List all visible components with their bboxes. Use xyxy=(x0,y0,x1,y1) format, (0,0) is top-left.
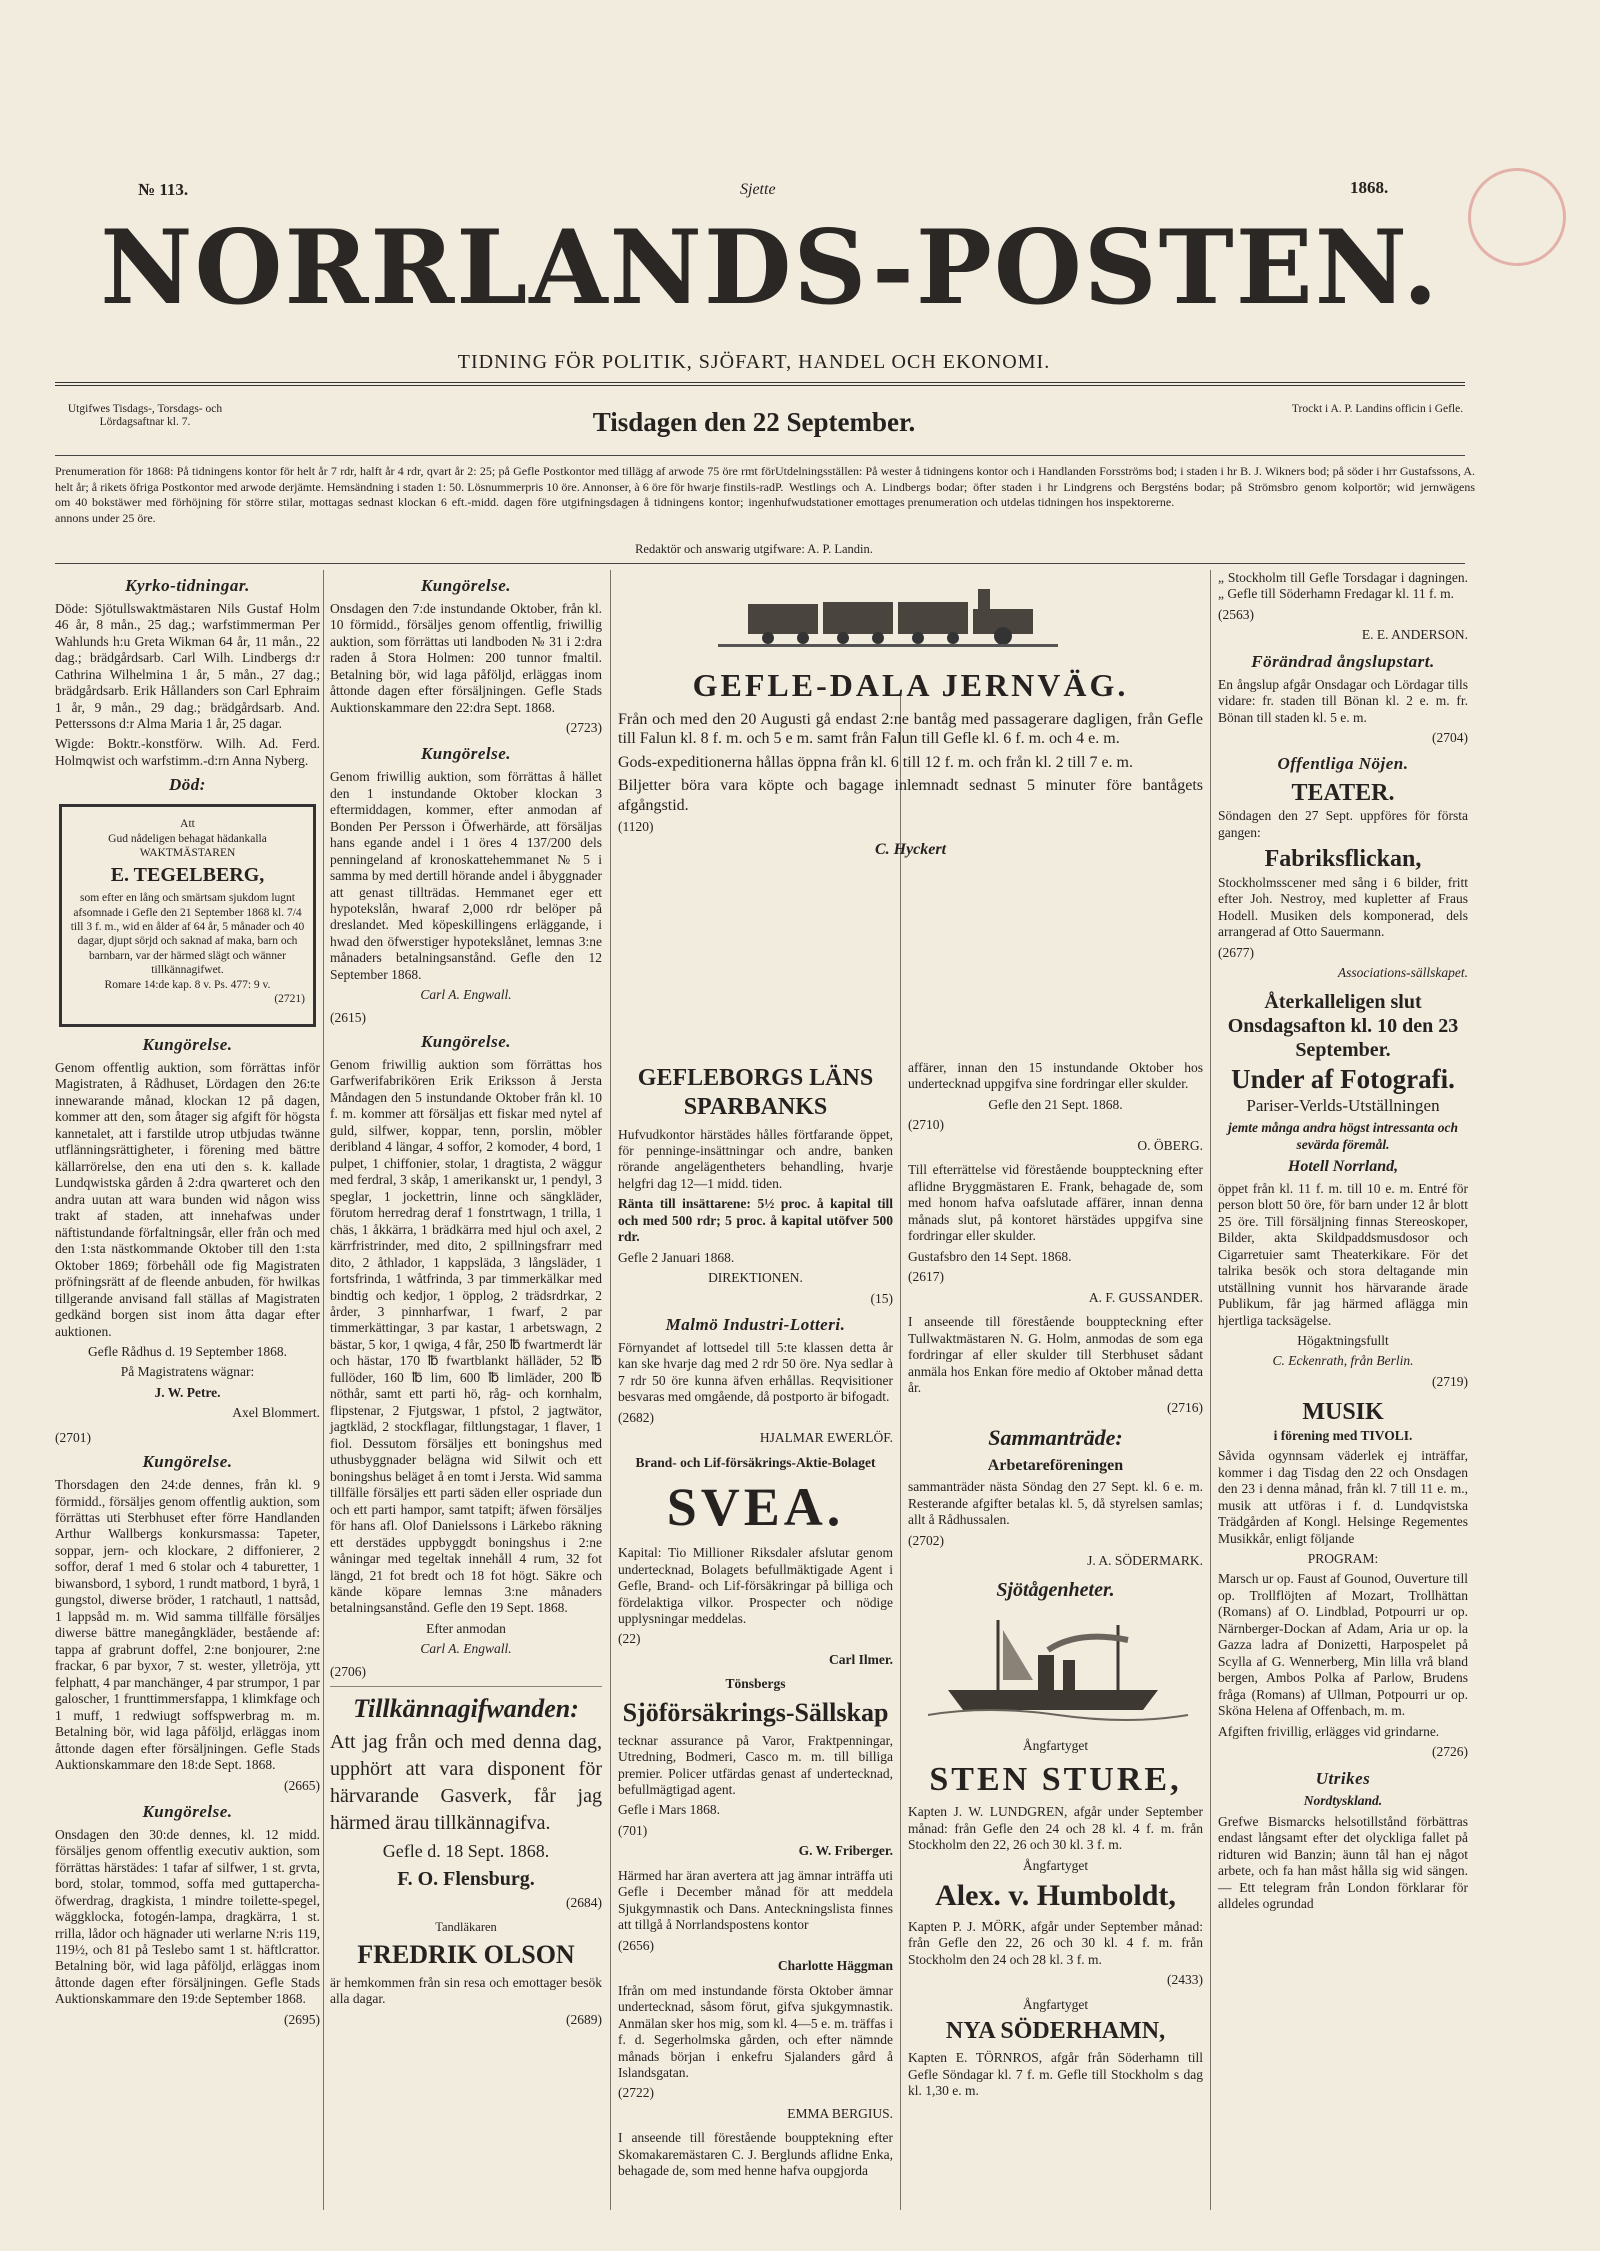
program-heading: PROGRAM: xyxy=(1307,1550,1379,1566)
ship-label: Ångfartyget xyxy=(1022,1996,1089,2012)
newspaper-title: NORRLANDS-POSTEN. xyxy=(100,208,1440,328)
gussander-text: Till efterrättelse vid förestående bouppteckning efter aflidne Bryggmästaren E. Frank, behagade de, som med honom hafva oafslutade affärer, innan denna månads slut, på kontoret härstädes uppgifva sine fordringar eller skulder. xyxy=(908,1162,1203,1244)
exhibit-title: Under af Fotografi. xyxy=(1231,1063,1455,1094)
anderson-text: „ Stockholm till Gefle Torsdagar i dagningen. „ Gefle till Söderhamn Fredagar kl. 11 f. m. xyxy=(1218,570,1468,602)
kungorelse-heading: Kungörelse. xyxy=(420,576,512,595)
ferry-text: En ångslup afgår Onsdagar och Lördagar tills vidare: fr. staden till Bönan kl. 2 e. m. fr. Bönan till staden kl. 5 e. m. xyxy=(1218,676,1468,725)
dateline: Tisdagen den 22 September. xyxy=(592,407,916,437)
dentist-name: FREDRIK OLSON xyxy=(357,1940,575,1970)
bergius-signature: EMMA BERGIUS. xyxy=(787,2105,893,2121)
play-ref: (2677) xyxy=(1218,944,1254,960)
ship-name: NYA SÖDERHAMN, xyxy=(945,2018,1166,2045)
railway-text: Biljetter böra vara köpte och bagage inlemnadt sednast 5 minuter före bantågets afgångstid. xyxy=(618,777,1203,814)
railway-ref: (1120) xyxy=(618,819,654,835)
column-divider xyxy=(323,570,324,2210)
death-att: Att xyxy=(180,818,195,831)
kungorelse-date: Gefle Rådhus d. 19 September 1868. xyxy=(87,1343,288,1359)
distribution-info: Utdelningsställen: På wester å tidningens kontor och i Handlanden Forsströms bod; i staden i hr B. J. Wikners bod; på söder i hrr Gustafssons, A. P. Westlings och A. Lindbergs bodar; öfter staden i hr Lindgrens och Bergsténs bodar; på Strömsbro genom kolportör; wid jernwägens hufwudstationer emottages prenumeration och utdelas tidningen hos inspektorerne. xyxy=(775,464,1475,510)
oberg-text: affärer, innan den 15 instundande Oktober hos undertecknad uppgifva sine fordringar eller skulder. xyxy=(908,1060,1203,1092)
kungorelse-text: Thorsdagen den 24:de dennes, från kl. 9 förmidd., försäljes genom offentlig auktion, som förrättas uti Sterbhuset efter förre Handlanden Arthur Wallbergs konkursmassa: Tapeter, soppar, jern- och klockare, 2 diffonierer, 2 soffor, deraf 1 med 6 stolar och 4 taburetter, 1 biwansbord, 1 sybord, 1 rundt matbord, 1 byrå, 1 gungstol, diwerse bröder, 1 ratchautl, 1 nattsåd, 1 lappsåd m. m. Wid samma tillfälle försäljes diwerse bättre manegångkläder, bestående af: tappa af grabrunt doffel, 2:ne bonjourer, 2:ne frackar, 6 par byxor, 7 st. wester, ylletröja, ytt felphatt, 4 par manchänger, 4 par strumpor, 1 par galoscher, 1 frunttimmersfappa, 1 klimkfage och 1 muff, 1 redwiugt soffspwerbrag m. m. Betalning bör, wid laga påföljd, erläggas inom åttonde dagen efter försäljningen. Gefle Stads Auktionskammare den 18:de Sept. 1868. xyxy=(55,1477,320,1773)
ferry-title: Förändrad ångslupstart. xyxy=(1251,651,1435,671)
death-ref: (2721) xyxy=(274,992,305,1005)
theater-title: TEATER. xyxy=(1291,780,1395,807)
column-divider xyxy=(1210,570,1211,2210)
lottery-ref: (2682) xyxy=(618,1409,654,1425)
masthead-rule xyxy=(55,382,1465,386)
kungorelse-signature: Carl A. Engwall. xyxy=(420,1641,512,1657)
separator xyxy=(330,1686,602,1687)
steamship-illustration xyxy=(908,1610,1203,1730)
ship-name: STEN STURE, xyxy=(929,1760,1182,1798)
marriages-list: Wigde: Boktr.-konstförw. Wilh. Ad. Ferd. Holmqwist och warfstimm.-d:rn Anna Nyberg. xyxy=(55,736,320,768)
gussander-signature: A. F. GUSSANDER. xyxy=(1088,1289,1203,1305)
column-1 xyxy=(55,570,320,2036)
svea-pre: Brand- och Lif-försäkrings-Aktie-Bolaget xyxy=(635,1454,876,1470)
lottery-title: Malmö Industri-Lotteri. xyxy=(665,1315,846,1335)
newspaper-page xyxy=(40,160,1475,2179)
ship-schedule: Kapten J. W. LUNDGREN, afgår under September månad: från Gefle den 24 och 28 kl. 4 f. m. från Stockholm den 22, 26 och 30 kl. 3 f. m. xyxy=(908,1804,1203,1853)
exhibit-extra: jemte många andra högst intressanta och sevärda föremål. xyxy=(1228,1120,1458,1152)
kungorelse-heading: Kungörelse. xyxy=(142,1452,233,1472)
subscription-info: Prenumeration för 1868: På tidningens kontor för helt år 7 rdr, halft år 4 rdr, qvart år 2: 25; på Gefle Postkontor med tillägg af arwode 75 öre rmt för helt år; å rikets öfriga Postkontor med arwode derjämte. Hemsändning i staden 1: 50. Lösnummerpris 10 öre. Annonser, à 6 öre för hwarje finstils-rad om 40 bokstäwer med förhöjning för större stilar, mottagas sednast klockan 6 eft.-midd. dagen före utgifningsdagen å tidningens kontor; ingen annons under 25 öre. xyxy=(55,464,775,525)
death-verse: Romare 14:de kap. 8 v. Ps. 477: 9 v. xyxy=(104,978,271,991)
sparbank-signature: DIREKTIONEN. xyxy=(708,1270,803,1286)
notice-signature: F. O. Flensburg. xyxy=(397,1868,535,1890)
meeting-ref: (2702) xyxy=(908,1532,944,1548)
entertainment-heading: Offentliga Nöjen. xyxy=(1277,754,1409,774)
issue-number: № 113. xyxy=(138,180,189,199)
oberg-date: Gefle den 21 Sept. 1868. xyxy=(988,1096,1123,1112)
sparbank-date: Gefle 2 Januari 1868. xyxy=(618,1249,735,1265)
column-4 xyxy=(618,1060,893,2184)
bergius-ref: (2722) xyxy=(618,2085,654,2101)
ship-label: Ångfartyget xyxy=(1022,1857,1089,1873)
kungorelse-ref: (2665) xyxy=(284,1777,320,1793)
gussander-date: Gustafsbro den 14 Sept. 1868. xyxy=(908,1248,1072,1264)
tonsberg-signature: G. W. Friberger. xyxy=(798,1843,893,1859)
kungorelse-ref: (2695) xyxy=(284,2011,320,2027)
tonsberg-text: tecknar assurance på Varor, Fraktpenningar, Utredning, Bodmeri, Casco m. m. till billiga premier. Policer utfärdas genast af undertecknad, befullmägtigad agent. xyxy=(618,1732,893,1797)
gussander-ref: (2617) xyxy=(908,1269,944,1285)
newspaper-subtitle: TIDNING FÖR POLITIK, SJÖFART, HANDEL OCH EKONOMI. xyxy=(457,351,1051,373)
editor-line: Redaktör och answarig utgifware: A. P. Landin. xyxy=(635,542,873,556)
notice-text: Att jag från och med denna dag, upphört att vara disponent för härvarande Gasverk, får jag härmed ärau tillkännagifva. xyxy=(330,1731,602,1835)
hotel-ref: (2719) xyxy=(1432,1373,1468,1389)
printer-info: Trockt i A. P. Landins officin i Gefle. xyxy=(1291,403,1464,415)
svea-signature: Carl Ilmer. xyxy=(829,1651,893,1667)
tonsberg-date: Gefle i Mars 1868. xyxy=(618,1802,720,1818)
hotel-text: öppet från kl. 11 f. m. till 10 e. m. Entré för person blott 50 öre, för barn under 12 år blott 25 öre. Till försäljning finnas Stereoskoper, Bilder, akta Skildpaddsmusdosor och Cigarretuier samt Theaterkikare. För det talrika besök och stora deltagande min utställning vunnit hos härvarande ärade Publikum, får jag härmed aflägga min hjertliga tacksägelse. xyxy=(1218,1180,1468,1328)
tonsberg-title: Sjöförsäkrings-Sällskap xyxy=(622,1697,889,1727)
sparbank-text: Hufvudkontor härstädes hålles förtfarande öppet, för penninge-insättningar och andre, banken rörande angelägentheters behandling, hvarje helgfri dag 12—1 midd. tiden. xyxy=(618,1126,893,1191)
lottery-text: Förnyandet af lottsedel till 5:te klassen detta år kan ske hvarje dag med 2 rdr 50 öre. Nya sedlar à 7 rdr 50 öre kunna äfven erhållas. Reqvisitioner besvaras med omgående, då postporto är bifogadt. xyxy=(618,1339,893,1405)
haggman-ref: (2656) xyxy=(618,1937,654,1953)
library-stamp xyxy=(1468,168,1566,266)
death-heading: Död: xyxy=(169,775,206,795)
ship-name: Alex. v. Humboldt, xyxy=(935,1879,1176,1913)
dentist-label: Tandläkaren xyxy=(435,1919,497,1934)
kyrko-heading: Kyrko-tidningar. xyxy=(125,576,250,595)
ship-schedule: Kapten E. TÖRNROS, afgår från Söderhamn till Gefle Söndagar kl. 7 f. m. Gefle till Stockholm s dag kl. 1,30 e. m. xyxy=(908,2050,1203,2099)
meeting-sub: Arbetareföreningen xyxy=(987,1456,1124,1474)
sparbank-title: GEFLEBORGS LÄNS SPARBANKS xyxy=(637,1065,874,1121)
dentist-text: är hemkommen från sin resa och emottager besök alla dagar. xyxy=(330,1974,602,2007)
music-title: MUSIK xyxy=(1302,1399,1384,1426)
ferry-ref: (2704) xyxy=(1432,730,1468,746)
kungorelse-text: Genom offentlig auktion, som förrättas inför Magistraten, å Rådhuset, Lördagen den 26:te innewarande månad, klockan 12 på dagen, kommer att den, som åtager sig afgift för högsta kannetalet, att i farstilde utrop utbjudas twänne utflänningsrättigheter, i förening med bättre källarrörelse, den ena uti den s. k. kallade Lundqwistska gården å 2:dra qwarteret och den andra uutan att wara bunden wid någon wiss trakt af staden, att innehafwas under näftistundande förfaltningsår, eller från och med den 1:sta nästkommande Oktober till den 1:sta Oktober 1869; förbehåll ode fig Magistraten pröfningsrätt af de fleende anbuden, för hwilkas tillgerande anvisand fall ställas af Magistraten gedkänd borgen sist inom åtta dagar efter auktionen. xyxy=(55,1060,320,1339)
theater-text: Söndagen den 27 Sept. uppföres för första gangen: xyxy=(1218,808,1468,840)
publication-days: Utgifwes Tisdags-, Torsdags- och Lördagsaftnar kl. 7. xyxy=(67,403,223,429)
kungorelse-text: Onsdagen den 7:de instundande Oktober, från kl. 10 förmidd., försäljes genom offentlig, friwillig auktion, som förrättas uti landboden № 31 i 2:dra raden å Stora Holmen: 200 tunnor fmaltil. Betalning bör, wid laga påföljd, erläggas inom åttonde dagen efter försäljningen. Gefle Stads Auktionskammare den 22:dra Sept. 1868. xyxy=(330,600,602,715)
play-title: Fabriksflickan, xyxy=(1264,846,1422,873)
program-ref: (2726) xyxy=(1432,1744,1468,1760)
hotel-regards: Högaktningsfullt xyxy=(1297,1333,1389,1349)
hotel-signature: C. Eckenrath, från Berlin. xyxy=(1272,1353,1414,1369)
kungorelse-text: Onsdagen den 30:de dennes, kl. 12 midd. försäljes genom offentlig executiv auktion, som förrättas härstädes: 1 tafar af silfwer, 1 st. grvta, bord, stolar, tommod, soffa med guttapercha-öfwerdrag, dragkista, 1 mindre toilette-spegel, wäggklocka, fotogén-lampa, dragkärra, 1 st. rrilla, lådor och hägnader uti werlarne N:ris 119, 119½, och 81 på Teslebo samt 1 st. häftlcrattor. Betalning bör, wid laga påföljd, erläggas inom åttonde dagen efter försäljningen. Gefle Stads Auktionskammare den 19:de September 1868. xyxy=(55,1826,320,2007)
haggman-text: Härmed har äran avertera att jag ämnar inträffa uti Gefle i December månad för att meddela Sjukgymnastik och Dans. Anteckningslista finnes att tillgå å Norrlandspostens kontor xyxy=(618,1867,893,1933)
foreign-news-sub: Nordtyskland. xyxy=(1303,1793,1383,1809)
svea-name: SVEA. xyxy=(666,1477,845,1538)
kungorelse-heading: Kungörelse. xyxy=(142,1801,233,1821)
dentist-ref: (2689) xyxy=(566,2011,602,2027)
notice-heading: Tillkännagifwanden: xyxy=(353,1694,579,1724)
tonsberg-ref: (701) xyxy=(618,1822,648,1838)
railway-title: GEFLE-DALA JERNVÄG. xyxy=(692,667,1129,704)
deaths-list: Döde: Sjötullswaktmästaren Nils Gustaf Holm 46 år, 8 mån., 25 dag.; warfstimmerman Per Wahlunds h:u Greta Wikman 64 år, 11 mån., 22 dag.; brädgårdsarb. Carl Wilh. Lindbergs d:r Cathrina Wilhelmina 1 år, 5 mån., 27 dag.; brädgårdsarb. Erik Hållanders son Carl Ephraim 1 år, 9 mån., 29 dag.; brädgårdsarb. And. Petterssons d:r Alma Maria 1 år, 25 dagar. xyxy=(55,600,320,732)
anderson-signature: E. E. ANDERSON. xyxy=(1361,627,1468,643)
column-5 xyxy=(908,1060,1203,2104)
meeting-signature: J. A. SÖDERMARK. xyxy=(1087,1553,1203,1569)
foreign-news-text: Grefwe Bismarcks helsotillstånd förbättras endast långsamt efter det olyckliga fallet på ridturen wid Banzin; äunn tål han ej något arbete, och fa han måst hålla sig wid sängen. — Ett telegram från London förklarar för alldeles ogrundad xyxy=(1218,1813,1468,1912)
music-sub: i förening med TIVOLI. xyxy=(1273,1427,1413,1443)
kungorelse-signature: Efter anmodan xyxy=(426,1620,506,1636)
kungorelse-signature: På Magistratens wägnar: xyxy=(120,1364,255,1380)
music-text: Såvida ogynnsam väderlek ej inträffar, kommer i dag Tisdag den 22 och Onsdagen den 23 i denna månad, från kl. 7 till 11 e. m., musik att utföras i f. d. Lundqvistska Trädgården af Kongl. Helsinge Regementes Musikkår, enligt följande xyxy=(1218,1448,1468,1546)
play-text: Stockholmsscener med sång i 6 bilder, fritt efter Joh. Nestroy, med kupletter af Fraus Hodell. Musiken dels komponerad, dels arrangerad af Otto Sauermann. xyxy=(1218,874,1468,940)
holm-ref: (2716) xyxy=(1167,1400,1203,1416)
kungorelse-ref: (2615) xyxy=(330,1009,366,1025)
lottery-signature: HJALMAR EWERLÖF. xyxy=(759,1430,893,1446)
program-text: Marsch ur op. Faust af Gounod, Ouverture till op. Trollflöjten af Mozart, Trollhättan (Romans) af O. Lindblad, Potpourri ur op. Närnberger-Dockan af Adam, Aria ur op. la Gazza ladra af Donizetti, Harpospelet på Scylla af G. Wennerberg, Min lilla vrå bland bergen, Ambos Polka af Parlow, Brudens fråga (Romans) af Ullman, Potpourri ur op. Sköna Helena af Offenbach, m. m. xyxy=(1218,1571,1468,1719)
holm-text: I anseende till förestående bouppteckning efter Tullwaktmästaren N. G. Holm, anmodas de som ega fordringar af eller skulder till Sterbhuset sådant anmäla hos Enkan före medio af Oktober månad detta år. xyxy=(908,1314,1203,1395)
sparbank-ref: (15) xyxy=(870,1290,893,1306)
kungorelse-text: Genom friwillig auktion, som förrättas å hället den 1 instundande Oktober klockan 3 eftermiddagen, kommer, efter anmodan af Bonden Per Persson i Öfwerhärde, att försäljas hans egande andel i 1 öres 4 137/200 dels penningeland af kronoskattehemmanet № 5 i samma by med dertill hörande andel i åbyggnader att genast tillträdas. Hemmanet eger ett hypotekslån, hwaraf 2,000 rdr belöper på dreslandet. Med köpeskillingens erläggande, i hwad den öfwerstiger hypotekslånet, lemnas 3:ne månaders betalningsanstånd. Gefle den 12 September 1868. xyxy=(330,769,602,982)
death-notice-box xyxy=(59,804,316,1027)
column-divider xyxy=(900,690,901,2210)
kungorelse-ref: (2723) xyxy=(566,720,602,736)
shipping-title: Sjötågenheter. xyxy=(996,1578,1115,1601)
kungorelse-signature: J. W. Petre. xyxy=(154,1384,221,1400)
column-divider xyxy=(610,570,611,2210)
meeting-title: Sammanträde: xyxy=(988,1424,1123,1450)
header-rule-bottom xyxy=(55,563,1465,564)
death-text: som efter en lång och smärtsam sjukdom lugnt afsomnade i Gefle den 21 September 1868 kl. 7/4 till 3 f. m., wid en ålder af 64 år, 5 månader och 40 dagar, djupt sörjd och saknad af maka, barn och barnbarn, var der härmed slägt och wänner tillkännagifwet. xyxy=(70,892,305,977)
kungorelse-text: Genom friwillig auktion som förrättas hos Garfwerifabrikören Erik Eriksson å Jersta Måndagen den 5 instundande Oktober från kl. 10 f. m. kommer att försäljas ett fiskar med nytel af guld, silfwer, koppar, tenn, porslin, möbler deribland 4 längar, 4 soffor, 2 komoder, 4 bord, 1 pulpet, 1 chiffonier, stolar, 1 dragtista, 2 wäggur med ferdral, 3 skåp, 1 amerikanskt ur, 1 pendyl, 3 speglar, 1 jockettrin, linne och sängkläder, förutom herredrag deraf 1 fonstrtwagn, 1 trilla, 1 chäs, 1 åkkärra, 1 brädkärra med hjul och axel, 2 kärrfristrinder, med dito, 2 spillningsfrarr med dito, 2 åthlador, 1 kappsläda, 3 långsläder, 1 fortsfrinda, 1 wåtfrinda, 3 par timmerkälkar med bindtig och kedjor, 1 öpplog, 2 trädsrdrkar, 2 årder, 3 pinnharfwar, 1 fwarf, 2 par timmerkättingar, 3 par kastar, 1 arbetswagn, 2 bästar, 5 kor, 1 qwiga, 4 får, 250 ℔ fwartmerdt lär och hästar, 170 ℔ fwartblankt hälläder, 52 ℔ fullöder, 160 ℔ lim, 600 ℔ limläder, 200 ℔ nöthår, samt ett parti hö, råg- och kornhalm, flipstenar, 2 Fjutgswar, 1 pfstol, 2 jagtwätor, jagtkläd, 2 stockflagar, filtlungstagar, 1 flaver, 1 fiol. Dessutom försäljes ett boningshus med uthusbyggnader belägna wid Silwit och ett boningshus beläget å en tomt i Jersta. Wid samma tillfälle försäljes ett parti säden eller ospriade dun och ett parti hampor, samt tatpift; äfwen försäljes för hans afl. Olof Danielssons i Lärkebo räkning ett derstädes uppbyggdt boningshus i 2:ne wåningar med tegeltak innehåll 4 rum, 32 fot längd, 21 fot bredt och 18 fot högt. Säkre och kände köpare lemnas 3:ne månaders betalningsanstånd. Gefle den 19 Sept. 1868. xyxy=(330,1056,602,1616)
header-rule xyxy=(55,455,1465,456)
ship-label: Ångfartyget xyxy=(1022,1738,1089,1754)
oberg-ref: (2710) xyxy=(908,1117,944,1133)
ship-schedule: Kapten P. J. MÖRK, afgår under September månad: från Gefle den 22, 26 och 30 kl. 4 f. m. från Stockholm den 24 och 28 kl. 3 f. m. xyxy=(908,1918,1203,1967)
play-signature: Associations-sällskapet. xyxy=(1337,965,1468,981)
anderson-ref: (2563) xyxy=(1218,606,1254,622)
railway-notice xyxy=(618,570,1203,865)
train-illustration xyxy=(618,574,1203,654)
svea-ref: (22) xyxy=(618,1631,641,1647)
svea-text: Kapital: Tio Millioner Riksdaler afslutar genom undertecknad, Bolagets befullmäktigade Agent i Gefle, Brand- och Lif-försäkringar på billiga och fördelaktiga vilkor. Prospecter och nödige upplysningar meddelas. xyxy=(618,1545,893,1626)
haggman-signature: Charlotte Häggman xyxy=(777,1958,893,1974)
berglund-text: I anseende till förestående boupptekning efter Skomakaremästaren C. J. Berglunds aflidne Enka, behagade de, som med henne hafva oupgjorda xyxy=(618,2130,893,2179)
column-6 xyxy=(1218,570,1468,1917)
oberg-signature: O. ÖBERG. xyxy=(1137,1137,1203,1153)
notice-date: Gefle d. 18 Sept. 1868. xyxy=(382,1841,550,1862)
exhibit-closing: Återkalleligen slut Onsdagsafton kl. 10 den 23 September. xyxy=(1227,990,1459,1062)
railway-text: Gods-expeditionerna hållas öppna från kl. 6 till 12 f. m. och från kl. 2 till 7 e. m. xyxy=(618,753,1133,771)
hotel-name: Hotell Norrland, xyxy=(1287,1158,1399,1176)
sparbank-rate: Ränta till insättarene: 5½ proc. å kapital till och med 500 rdr; 5 proc. å kapital utöfver 500 rdr. xyxy=(618,1196,893,1245)
meeting-text: sammanträder nästa Söndag den 27 Sept. kl. 6 e. m. Resterande afgifter betalas kl. 5, då styrelsen samlas; allt å Rådhussalen. xyxy=(908,1479,1203,1528)
death-intro: Gud nådeligen behagat hädankalla WAKTMÄSTAREN xyxy=(108,832,267,859)
kungorelse-heading: Kungörelse. xyxy=(142,1035,233,1055)
notice-ref: (2684) xyxy=(566,1895,602,1911)
railway-text: Från och med den 20 Augusti gå endast 2:ne bantåg med passagerare dagligen, från Gefle till Falun kl. 8 f. m. och 5 e m. samt från Falun till Gefle kl. 6 f. m. och 4 e. m. xyxy=(618,710,1203,748)
program-after: Afgiften frivillig, erlägges vid grindarne. xyxy=(1218,1723,1440,1739)
bergius-text: Ifrån om med instundande första Oktober ämnar undertecknad, såsom förut, gifva sjukgymnastik. Anmälan sker hos mig, som kl. 4—5 e. m. träffas i f. d. Segerholmska gården, och efter nämnde månads början i enkefru Sjalanders gård å Islandsgatan. xyxy=(618,1982,893,2081)
kungorelse-signature: Carl A. Engwall. xyxy=(420,987,512,1003)
exhibit-sub: Pariser-Verlds-Utställningen xyxy=(1246,1095,1440,1115)
kungorelse-signature: Axel Blommert. xyxy=(232,1405,320,1421)
ship-ref: (2433) xyxy=(1167,1972,1203,1988)
volume-word: Sjette xyxy=(740,181,776,198)
kungorelse-ref: (2706) xyxy=(330,1663,366,1679)
foreign-news-heading: Utrikes xyxy=(1315,1768,1371,1788)
kungorelse-heading: Kungörelse. xyxy=(420,744,512,764)
issue-year: 1868. xyxy=(1350,178,1389,197)
death-name: E. TEGELBERG, xyxy=(110,864,265,887)
column-2 xyxy=(330,570,602,2036)
kungorelse-ref: (2701) xyxy=(55,1429,91,1445)
tonsberg-pre: Tönsbergs xyxy=(725,1676,786,1692)
masthead-top xyxy=(40,160,1468,199)
kungorelse-heading: Kungörelse. xyxy=(420,1032,512,1052)
railway-signature: C. Hyckert xyxy=(874,840,947,858)
